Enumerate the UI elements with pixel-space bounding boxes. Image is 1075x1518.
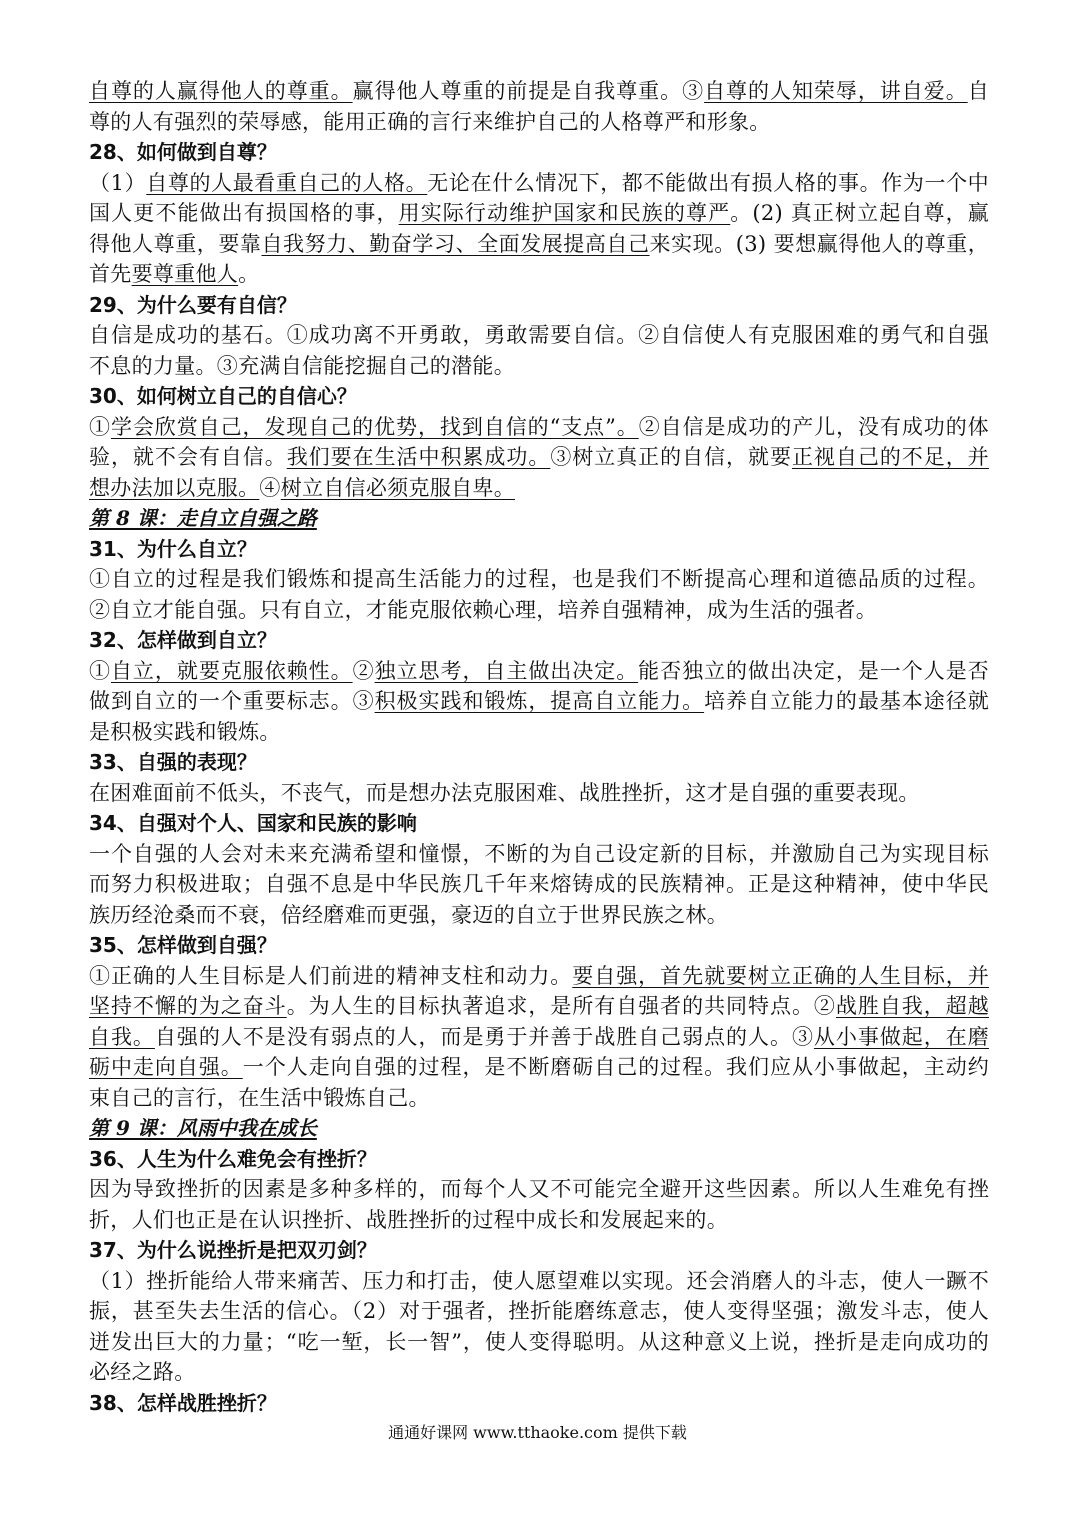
underlined-key-point: 树立自信必须克服自卑。 (280, 475, 516, 500)
text-segment: ① (89, 658, 111, 683)
text-segment: 在困难面前不低头，不丧气，而是想办法克服困难、战胜挫折，这才是自强的重要表现。 (89, 780, 920, 805)
question-heading (89, 290, 989, 321)
text-line (89, 961, 989, 992)
underlined-key-point: 要尊重他人 (131, 262, 239, 286)
text-segment: 因为导致挫折的因素是多种多样的，而每个人又不可能完全避开这些因素。所以人生难免有挫 (89, 1177, 989, 1201)
text-segment: 33、自强的表现？ (89, 750, 257, 774)
text-line (89, 900, 989, 931)
text-segment: 第 8 课：走自立自强之路 (89, 506, 317, 530)
text-segment: （1）挫折能给人带来痛苦、压力和打击，使人愿望难以实现。还会消磨人的斗志，使人一蹶不 (89, 1268, 989, 1293)
text-line (89, 1357, 989, 1388)
question-heading (89, 808, 989, 839)
text-line (89, 107, 989, 138)
text-line (89, 839, 989, 870)
text-segment: 第 9 课：风雨中我在成长 (89, 1116, 317, 1140)
text-segment: ④ (259, 475, 281, 500)
text-segment: 32、怎样做到自立？ (89, 628, 277, 652)
underlined-key-point: 砺中走向自强。 (89, 1055, 243, 1079)
underlined-key-point: 要自强，首先就要树立正确的人生目标，并 (572, 963, 989, 988)
text-line (89, 991, 989, 1022)
text-segment: 34、自强对个人、国家和民族的影响 (89, 811, 417, 835)
text-line (89, 198, 989, 229)
text-segment: 迸发出巨大的力量；“吃一堑，长一智”，使人变得聪明。从这种意义上说，挫折是走向成功的 (89, 1329, 989, 1354)
underlined-key-point: 用实际行动维护国家和民族的尊严 (398, 201, 731, 225)
text-segment: 29、为什么要有自信？ (89, 292, 297, 317)
text-segment: 37、为什么说挫折是把双刃剑？ (89, 1238, 377, 1262)
text-segment: 尊的人有强烈的荣辱感，能用正确的言行来维护自己的人格尊严和形象。 (89, 109, 771, 134)
text-segment: 能否独立的做出决定，是一个人是否 (638, 658, 989, 683)
text-segment: 族历经沧桑而不衰，倍经磨难而更强，豪迈的自立于世界民族之林。 (89, 902, 728, 927)
text-segment: 束自己的言行，在生活中锻炼自己。 (89, 1085, 430, 1110)
text-line (89, 1327, 989, 1358)
text-segment: 做到自立的一个重要标志。③ (89, 689, 375, 713)
text-segment: ①正确的人生目标是人们前进的精神支柱和动力。 (89, 963, 573, 988)
underlined-key-point: 自立，就要克服依赖性。 (110, 658, 353, 683)
text-segment: 验，就不会有自信。 (89, 445, 287, 469)
text-segment: 30、如何树立自己的自信心？ (89, 384, 357, 408)
text-line (89, 351, 989, 382)
underlined-key-point: 我们要在生活中积累成功。 (286, 445, 551, 469)
text-line (89, 564, 989, 595)
text-line (89, 1174, 989, 1205)
text-line (89, 778, 989, 809)
text-line (89, 168, 989, 199)
text-segment: 来实现。(3) 要想赢得他人的尊重， (649, 231, 989, 256)
text-line (89, 1083, 989, 1114)
text-segment: 而努力积极进取；自强不息是中华民族几千年来熔铸成的民族精神。正是这种精神，使中华民 (89, 872, 989, 896)
text-line (89, 869, 989, 900)
question-heading (89, 137, 989, 168)
underlined-key-point: 自尊的人最看重自己的人格。 (146, 170, 428, 195)
text-segment: 36、人生为什么难免会有挫折？ (89, 1146, 377, 1171)
text-segment: ②自信是成功的产儿，没有成功的体 (638, 414, 989, 439)
text-segment: 38、怎样战胜挫折？ (89, 1390, 277, 1415)
underlined-key-point: 学会欣赏自己，发现自己的优势，找到自信的“支点”。 (110, 414, 639, 439)
text-line (89, 656, 989, 687)
text-segment: 赢得他人尊重的前提是自我尊重。③ (352, 79, 705, 103)
text-segment: ① (89, 414, 111, 439)
text-segment: 无论在什么情况下，都不能做出有损人格的事。作为一个中 (427, 170, 989, 195)
text-segment: 是积极实践和锻炼。 (89, 719, 281, 744)
text-segment: 不息的力量。③充满自信能挖掘自己的潜能。 (89, 353, 515, 378)
lesson-title (89, 1113, 989, 1144)
question-heading (89, 1144, 989, 1175)
text-line (89, 76, 989, 107)
question-heading (89, 625, 989, 656)
text-segment: 。 (238, 262, 260, 286)
text-segment: 国人更不能做出有损国格的事， (89, 201, 399, 225)
page-footer: 通通好课网 www.tthaoke.com 提供下载 (388, 1423, 687, 1442)
underlined-key-point: 战胜自我，超越 (835, 994, 990, 1018)
underlined-key-point: 自尊的人赢得他人的尊重。 (89, 79, 353, 103)
question-heading (89, 930, 989, 961)
text-line (89, 1205, 989, 1236)
text-line (89, 442, 989, 473)
text-line (89, 320, 989, 351)
underlined-key-point: 坚持不懈的为之奋斗 (89, 994, 287, 1018)
text-line (89, 1296, 989, 1327)
question-heading (89, 534, 989, 565)
underlined-key-point: 从小事做起，在磨 (813, 1024, 989, 1049)
text-line (89, 686, 989, 717)
text-segment: 28、如何做到自尊？ (89, 140, 277, 164)
text-line (89, 717, 989, 748)
text-segment: ①自立的过程是我们锻炼和提高生活能力的过程，也是我们不断提高心理和道德品质的过程。 (89, 567, 989, 591)
text-segment: ② (352, 658, 375, 683)
text-line (89, 229, 989, 260)
text-segment: 得他人尊重，要靠 (89, 231, 262, 256)
question-heading (89, 1235, 989, 1266)
text-segment: 一个人走向自强的过程，是不断磨砺自己的过程。我们应从小事做起，主动约 (242, 1055, 989, 1079)
text-line (89, 259, 989, 290)
text-segment: ③树立真正的自信，就要 (550, 445, 792, 469)
document-body (89, 76, 989, 1418)
text-segment: ②自立才能自强。只有自立，才能克服依赖心理，培养自强精神，成为生活的强者。 (89, 597, 878, 622)
text-segment: （1） (89, 170, 147, 195)
question-heading (89, 747, 989, 778)
text-line (89, 1266, 989, 1297)
text-segment: 培养自立能力的最基本途径就 (704, 689, 989, 713)
underlined-key-point: 积极实践和锻炼，提高自立能力。 (374, 689, 705, 713)
question-heading (89, 1388, 989, 1419)
text-segment: 自 (967, 79, 989, 103)
underlined-key-point: 自我努力、勤奋学习、全面发展提高自己 (261, 231, 650, 256)
text-segment: 自信是成功的基石。①成功离不开勇敢，勇敢需要自信。②自信使人有克服困难的勇气和自强 (89, 323, 989, 347)
text-segment: 振，甚至失去生活的信心。（2）对于强者，挫折能磨练意志，使人变得坚强；激发斗志，使人 (89, 1299, 989, 1323)
lesson-title (89, 503, 989, 534)
text-line (89, 412, 989, 443)
text-line (89, 1022, 989, 1053)
underlined-key-point: 独立思考，自主做出决定。 (374, 658, 639, 683)
underlined-key-point: 自我。 (89, 1024, 155, 1049)
text-segment: 首先 (89, 262, 132, 286)
text-line (89, 473, 989, 504)
underlined-key-point: 想办法加以克服。 (89, 475, 260, 500)
text-segment: 。为人生的目标执著追求，是所有自强者的共同特点。② (286, 994, 836, 1018)
question-heading (89, 381, 989, 412)
underlined-key-point: 自尊的人知荣辱，讲自爱。 (704, 79, 968, 103)
text-segment: 折，人们也正是在认识挫折、战胜挫折的过程中成长和发展起来的。 (89, 1207, 728, 1232)
text-segment: 31、为什么自立？ (89, 536, 257, 561)
text-segment: 必经之路。 (89, 1360, 196, 1384)
text-line (89, 1052, 989, 1083)
underlined-key-point: 正视自己的不足，并 (791, 445, 989, 469)
text-segment: 自强的人不是没有弱点的人，而是勇于并善于战胜自己弱点的人。③ (154, 1024, 814, 1049)
text-segment: 35、怎样做到自强？ (89, 933, 277, 957)
text-line (89, 595, 989, 626)
text-segment: 一个自强的人会对未来充满希望和憧憬，不断的为自己设定新的目标，并激励自己为实现目标 (89, 841, 989, 866)
text-segment: 。(2) 真正树立起自尊，赢 (730, 201, 990, 225)
